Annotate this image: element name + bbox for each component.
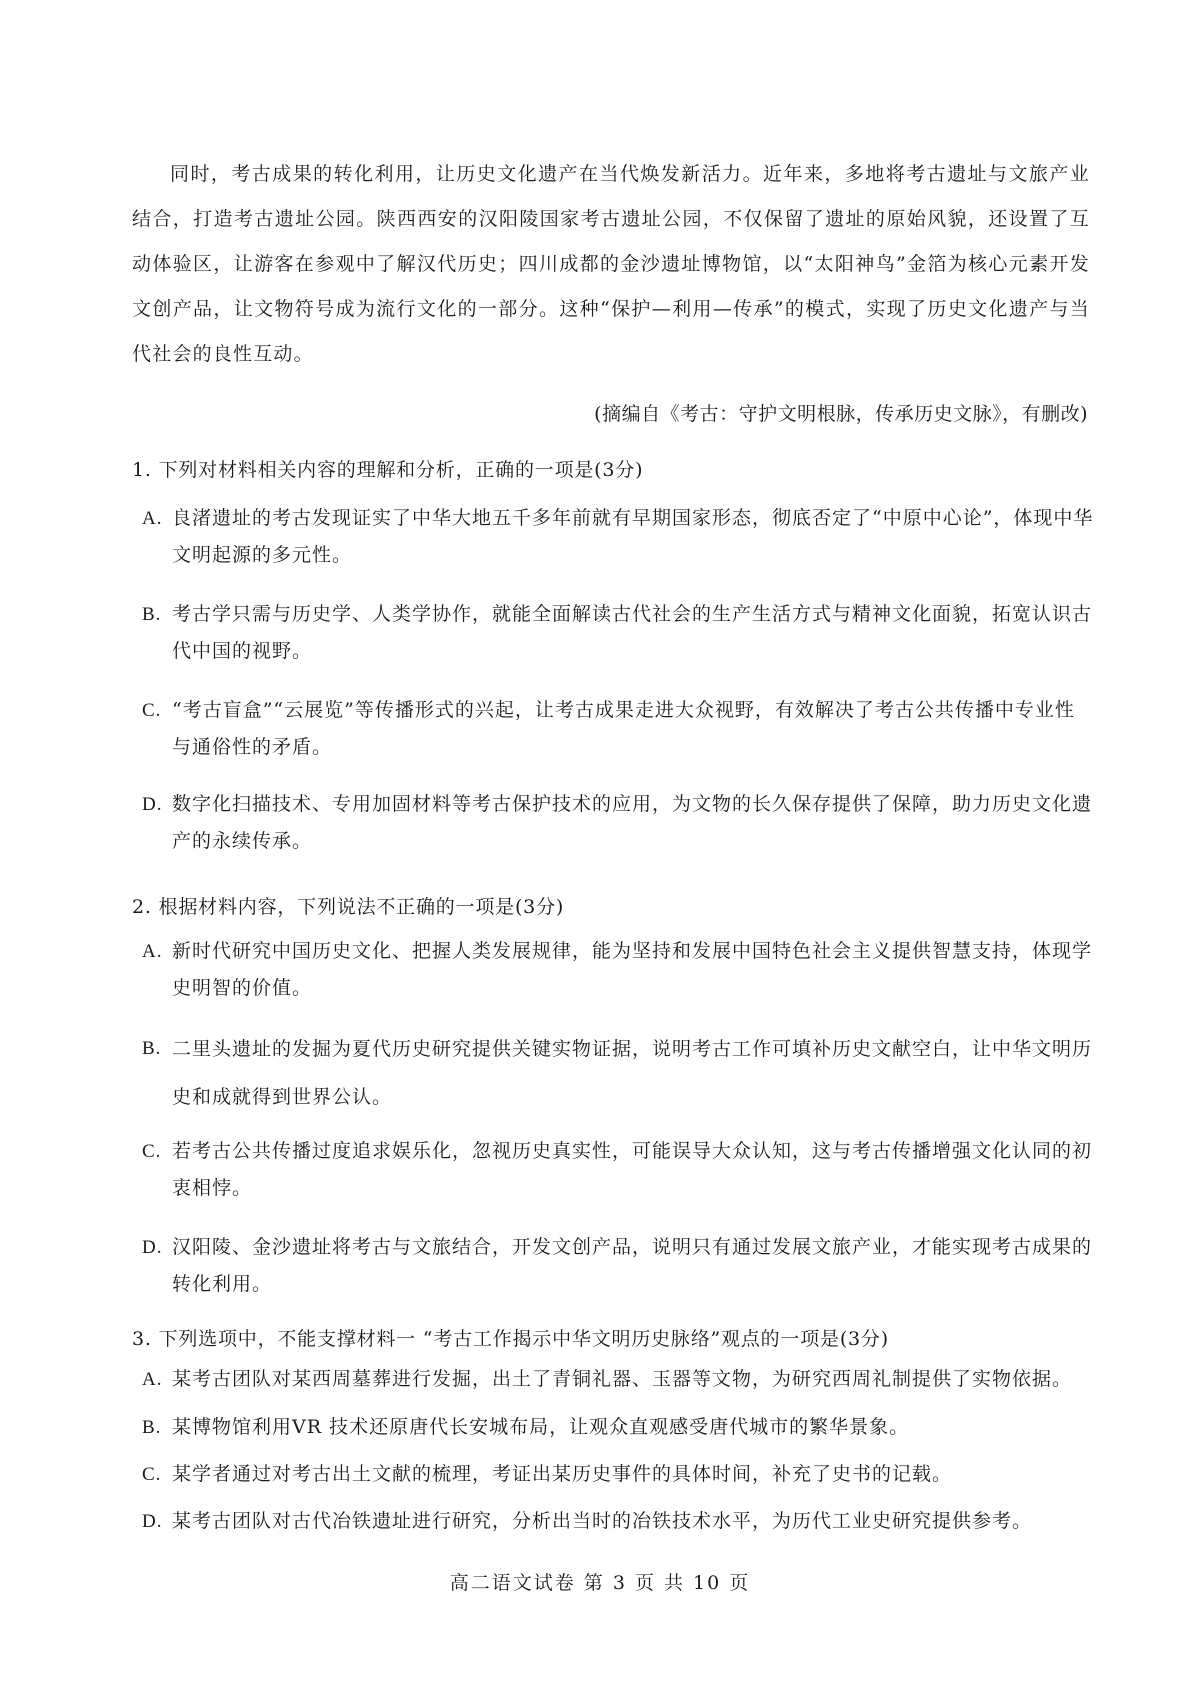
option-text: 汉阳陵、金沙遗址将考古与文旅结合，开发文创产品，说明只有通过发展文旅产业，才能实现考古成果的转化利用。 <box>172 1236 1093 1295</box>
option-text: 某学者通过对考古出土文献的梳理，考证出某历史事件的具体时间，补充了史书的记载。 <box>172 1463 953 1485</box>
option-a <box>142 500 1094 574</box>
option-key: D. <box>142 1511 163 1532</box>
option-c <box>142 692 1094 766</box>
option-b <box>142 1025 1094 1121</box>
option-key: B. <box>142 1417 162 1438</box>
option-text: 某考古团队对古代冶铁遗址进行研究，分析出当时的冶铁技术水平，为历代工业史研究提供参考。 <box>172 1510 1033 1532</box>
option-key: C. <box>142 700 162 721</box>
question-3 <box>132 1325 1092 1532</box>
source-citation: (摘编自《考古：守护文明根脉，传承历史文脉》，有删改) <box>594 403 1088 425</box>
option-text: 某博物馆利用VR 技术还原唐代长安城布局，让观众直观感受唐代城市的繁华景象。 <box>172 1416 910 1438</box>
option-c <box>142 1133 1094 1207</box>
option-key: A. <box>142 508 163 529</box>
option-text: 考古学只需与历史学、人类学协作，就能全面解读古代社会的生产生活方式与精神文化面貌，拓宽认识古代中国的视野。 <box>172 603 1093 662</box>
option-text: 若考古公共传播过度追求娱乐化，忽视历史真实性，可能误导大众认知，这与考古传播增强文化认同的初衷相悖。 <box>172 1140 1093 1199</box>
option-key: A. <box>142 1369 163 1390</box>
option-text: 数字化扫描技术、专用加固材料等考古保护技术的应用，为文物的长久保存提供了保障，助力历史文化遗产的永续传承。 <box>172 793 1093 852</box>
question-1 <box>132 456 1094 852</box>
option-key: D. <box>142 794 163 815</box>
page-footer: 高二语文试卷 第 3 页 共 10 页 <box>449 1572 751 1594</box>
option-text: 新时代研究中国历史文化、把握人类发展规律，能为坚持和发展中国特色社会主义提供智慧支持，体现学史明智的价值。 <box>172 940 1093 999</box>
option-a <box>142 933 1094 1007</box>
option-text: 某考古团队对某西周墓葬进行发掘，出土了青铜礼器、玉器等文物，为研究西周礼制提供了实物依据。 <box>172 1368 1073 1390</box>
passage-paragraph: 同时，考古成果的转化利用，让历史文化遗产在当代焕发新活力。近年来，多地将考古遗址与文旅产业结合，打造考古遗址公园。陕西西安的汉阳陵国家考古遗址公园，不仅保留了遗址的原始风貌，还设置了互动体验区，让游客在参观中了解汉代历史；四川成都的金沙遗址博物馆，以“太阳神鸟”金箔为核心元素开发文创产品，让文物符号成为流行文化的一部分。这种“保护—利用—传承”的模式，实现了历史文化遗产与当代社会的良性互动。 <box>132 163 1090 365</box>
option-key: C. <box>142 1141 162 1162</box>
option-key: A. <box>142 941 163 962</box>
option-text: 二里头遗址的发掘为夏代历史研究提供关键实物证据，说明考古工作可填补历史文献空白，让中华文明历史和成就得到世界公认。 <box>172 1038 1093 1108</box>
question-stem: 2. 根据材料内容，下列说法不正确的一项是(3分) <box>132 896 565 918</box>
option-d <box>142 1229 1094 1303</box>
option-d <box>142 786 1094 860</box>
option-text: “考古盲盒”“云展览”等传播形式的兴起，让考古成果走进大众视野，有效解决了考古公共传播中专业性与通俗性的矛盾。 <box>172 699 1075 758</box>
option-key: B. <box>142 1038 162 1059</box>
option-key: B. <box>142 604 162 625</box>
option-b <box>142 1409 1094 1446</box>
option-c <box>142 1456 1094 1493</box>
question-stem: 1. 下列对材料相关内容的理解和分析，正确的一项是(3分) <box>132 459 644 481</box>
option-a <box>142 1361 1094 1398</box>
option-text: 良渚遗址的考古发现证实了中华大地五千多年前就有早期国家形态，彻底否定了“中原中心论”，体现中华文明起源的多元性。 <box>172 507 1094 566</box>
option-key: D. <box>142 1237 163 1258</box>
option-b <box>142 596 1094 670</box>
option-d <box>142 1503 1094 1540</box>
question-2 <box>132 893 1093 1295</box>
option-key: C. <box>142 1464 162 1485</box>
question-stem: 3. 下列选项中，不能支撑材料一 “考古工作揭示中华文明历史脉络”观点的一项是(3分) <box>132 1328 889 1350</box>
